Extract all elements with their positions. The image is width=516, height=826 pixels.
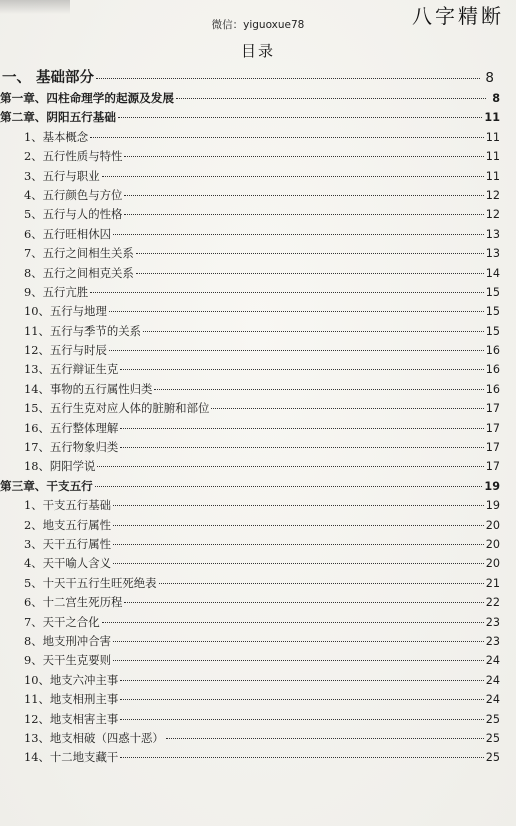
toc-entry-page-number: 24 [485, 673, 500, 687]
dot-leader [120, 369, 484, 370]
toc-entry-section[interactable] [0, 323, 500, 342]
dot-leader [102, 176, 484, 177]
toc-entry-section[interactable] [0, 168, 500, 187]
toc-entry-page-number: 25 [485, 731, 500, 745]
toc-entry-label: 3、天干五行属性 [24, 536, 111, 551]
dot-leader [120, 757, 484, 758]
toc-entry-page-number: 12 [485, 208, 500, 222]
toc-entry-label: 3、五行与职业 [24, 168, 100, 183]
toc-entry-label: 9、五行亢胜 [24, 284, 89, 299]
toc-entry-page-number: 21 [485, 576, 500, 590]
dot-leader [136, 253, 484, 254]
dot-leader [136, 273, 484, 274]
toc-entry-label: 9、天干生克要则 [24, 653, 111, 668]
toc-entry-section[interactable] [0, 458, 500, 477]
toc-entry-page-number: 12 [485, 188, 500, 202]
toc-entry-page-number: 20 [485, 557, 500, 571]
toc-entry-page-number: 8 [485, 70, 494, 86]
dot-leader [120, 447, 484, 448]
dot-leader [120, 680, 484, 681]
toc-entry-page-number: 17 [485, 441, 500, 455]
toc-entry-section[interactable] [0, 303, 500, 322]
toc-entry-section[interactable] [0, 342, 500, 361]
dot-leader [113, 660, 484, 661]
toc-entry-section[interactable] [0, 187, 500, 206]
toc-entry-page-number: 23 [485, 634, 500, 648]
toc-entry-section[interactable] [0, 226, 500, 245]
dot-leader [159, 583, 484, 584]
dot-leader [154, 389, 483, 390]
dot-leader [96, 78, 480, 79]
dot-leader [113, 544, 484, 545]
toc-entry-label: 17、五行物象归类 [24, 440, 119, 455]
toc-entry-label: 4、天干喻人含义 [24, 556, 111, 571]
toc-entry-label: 13、五行辩证生克 [24, 362, 119, 377]
dot-leader [166, 738, 484, 739]
toc-entry-label: 5、十天干五行生旺死绝表 [24, 575, 157, 590]
dot-leader [124, 214, 483, 215]
dot-leader [113, 525, 484, 526]
toc-entry-label: 18、阴阳学说 [24, 459, 96, 474]
dot-leader [143, 331, 484, 332]
dot-leader [109, 350, 484, 351]
toc-entry-section[interactable] [0, 497, 500, 516]
dot-leader [97, 466, 483, 467]
toc-entry-section[interactable] [0, 361, 500, 380]
toc-entry-label: 12、五行与时辰 [24, 343, 107, 358]
toc-entry-label: 14、十二地支藏干 [24, 750, 119, 765]
toc-entry-label: 11、五行与季节的关系 [24, 323, 142, 338]
toc-entry-page-number: 20 [485, 518, 500, 532]
dot-leader [118, 117, 482, 118]
toc-entry-page-number: 15 [485, 305, 500, 319]
toc-entry-page-number: 20 [485, 537, 500, 551]
toc-entry-label: 10、地支六冲主事 [24, 672, 119, 687]
toc-entry-label: 10、五行与地理 [24, 304, 107, 319]
dot-leader [95, 486, 483, 487]
dot-leader [211, 408, 483, 409]
toc-entry-section[interactable] [0, 245, 500, 264]
toc-entry-label: 15、五行生克对应人体的脏腑和部位 [24, 401, 210, 416]
toc-entry-page-number: 11 [484, 111, 500, 125]
dot-leader [124, 156, 483, 157]
toc-entry-label: 12、地支相害主事 [24, 711, 119, 726]
toc-entry-page-number: 17 [485, 402, 500, 416]
toc-entry-page-number: 24 [485, 654, 500, 668]
toc-entry-label: 第三章、干支五行 [0, 478, 93, 493]
toc-entry-page-number: 8 [492, 92, 500, 105]
toc-entry-section[interactable] [0, 652, 500, 671]
dot-leader [176, 98, 486, 99]
toc-entry-label: 6、十二宫生死历程 [24, 595, 123, 610]
wechat-contact: 微信：yiguoxue78 [211, 19, 305, 31]
toc-entry-chapter[interactable] [0, 90, 500, 109]
toc-entry-section[interactable] [0, 536, 500, 555]
toc-entry-section[interactable] [0, 594, 500, 613]
toc-entry-page-number: 13 [485, 227, 500, 241]
toc-entry-section[interactable] [0, 633, 500, 652]
toc-entry-label: 6、五行旺相休囚 [24, 226, 111, 241]
dot-leader [120, 428, 484, 429]
toc-entry-section[interactable] [0, 439, 500, 458]
toc-entry-section[interactable] [0, 749, 500, 768]
toc-entry-section[interactable] [0, 129, 500, 148]
toc-entry-page-number: 24 [485, 693, 500, 707]
toc-entry-label: 13、地支相破（四惑十恶） [24, 730, 164, 745]
toc-entry-section[interactable] [0, 672, 500, 691]
toc-entry-label: 4、五行颜色与方位 [24, 187, 123, 202]
dot-leader [113, 505, 484, 506]
toc-entry-section[interactable] [0, 206, 500, 225]
toc-entry-label: 第一章、四柱命理学的起源及发展 [0, 91, 174, 105]
toc-entry-section[interactable] [0, 420, 500, 439]
toc-entry-section[interactable] [0, 614, 500, 633]
toc-entry-page-number: 15 [485, 324, 500, 338]
toc-entry-page-number: 13 [485, 247, 500, 261]
dot-leader [113, 641, 484, 642]
toc-entry-section[interactable] [0, 575, 500, 594]
toc-entry-section[interactable] [0, 691, 500, 710]
scan-smudge [0, 0, 70, 14]
dot-leader [124, 195, 483, 196]
toc-entry-section[interactable] [0, 555, 500, 574]
toc-title: 目录 [240, 42, 275, 60]
toc-entry-page-number: 19 [484, 479, 500, 493]
toc-entry-label: 1、基本概念 [24, 129, 89, 144]
dot-leader [113, 563, 484, 564]
dot-leader [90, 137, 484, 138]
toc-entry-chapter[interactable] [0, 109, 500, 128]
toc-entry-label: 第二章、阴阳五行基础 [0, 110, 116, 125]
toc-entry-label: 8、地支刑冲合害 [24, 633, 111, 648]
toc-entry-chapter[interactable] [0, 478, 500, 497]
toc-entry-part[interactable] [0, 66, 500, 90]
toc-entry-page-number: 16 [485, 382, 500, 396]
toc-entry-page-number: 17 [485, 421, 500, 435]
toc-entry-page-number: 25 [485, 712, 500, 726]
toc-entry-section[interactable] [0, 148, 500, 167]
dot-leader [102, 622, 484, 623]
toc-entry-section[interactable] [0, 400, 500, 419]
toc-entry-section[interactable] [0, 730, 500, 749]
book-title: 八字精断 [412, 4, 504, 28]
toc-entry-label: 16、五行整体理解 [24, 420, 119, 435]
toc-entry-section[interactable] [0, 381, 500, 400]
toc-entry-page-number: 11 [485, 150, 500, 164]
dot-leader [124, 602, 483, 603]
toc-entry-label: 2、五行性质与特性 [24, 149, 123, 164]
toc-entry-label: 1、干支五行基础 [24, 498, 111, 513]
dot-leader [113, 234, 484, 235]
table-of-contents [0, 66, 500, 769]
toc-entry-page-number: 11 [485, 130, 500, 144]
toc-entry-label: 14、事物的五行属性归类 [24, 381, 153, 396]
toc-entry-page-number: 25 [485, 751, 500, 765]
dot-leader [90, 292, 484, 293]
toc-entry-page-number: 23 [485, 615, 500, 629]
toc-entry-page-number: 22 [485, 596, 500, 610]
dot-leader [120, 719, 484, 720]
toc-entry-page-number: 17 [485, 460, 500, 474]
toc-entry-section[interactable] [0, 517, 500, 536]
toc-entry-section[interactable] [0, 711, 500, 730]
toc-entry-label: 5、五行与人的性格 [24, 207, 123, 222]
toc-entry-section[interactable] [0, 265, 500, 284]
toc-entry-label: 8、五行之间相克关系 [24, 265, 134, 280]
toc-entry-page-number: 16 [485, 344, 500, 358]
toc-entry-page-number: 16 [485, 363, 500, 377]
toc-entry-page-number: 19 [485, 499, 500, 513]
toc-entry-label: 一、 基础部分 [2, 69, 95, 86]
dot-leader [120, 699, 484, 700]
toc-entry-page-number: 15 [485, 285, 500, 299]
toc-entry-page-number: 11 [485, 169, 500, 183]
toc-entry-label: 7、天干之合化 [24, 614, 100, 629]
toc-entry-section[interactable] [0, 284, 500, 303]
dot-leader [109, 311, 484, 312]
toc-entry-label: 11、地支相刑主事 [24, 692, 119, 707]
toc-entry-label: 7、五行之间相生关系 [24, 246, 134, 261]
toc-entry-page-number: 14 [485, 266, 500, 280]
toc-entry-label: 2、地支五行属性 [24, 517, 111, 532]
